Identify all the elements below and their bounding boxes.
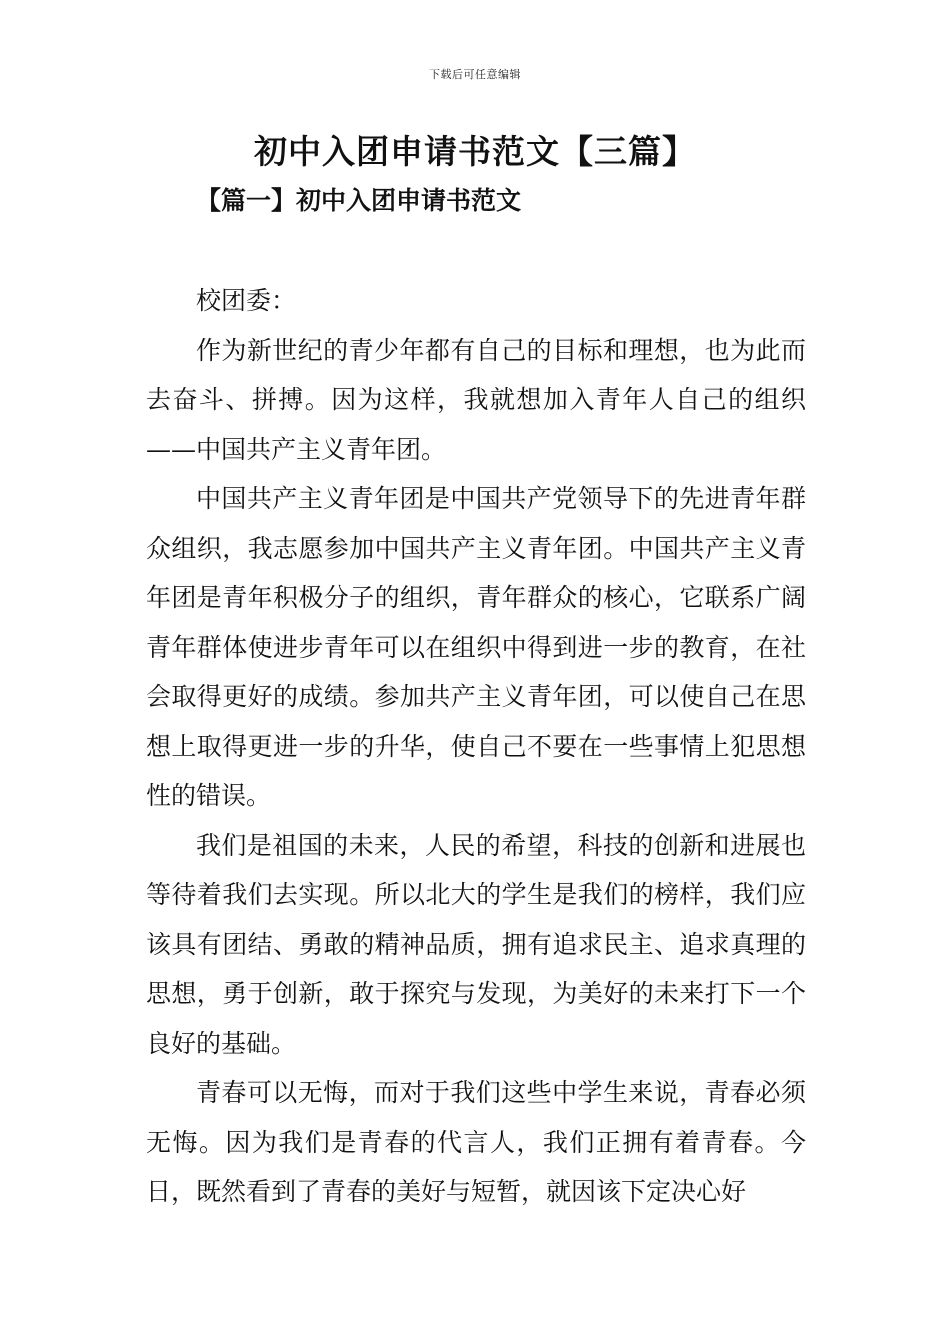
header-note: 下载后可任意编辑 xyxy=(429,68,521,81)
paragraph: 作为新世纪的青少年都有自己的目标和理想，也为此而去奋斗、拼搏。因为这样，我就想加入青年人自己的组织——中国共产主义青年团。 xyxy=(146,335,806,464)
salutation: 校团委： xyxy=(196,286,297,315)
section-heading: 【篇一】初中入团申请书范文 xyxy=(196,186,522,215)
paragraph: 我们是祖国的未来，人民的希望，科技的创新和进展也等待着我们去实现。所以北大的学生是我们的榜样，我们应该具有团结、勇敢的精神品质，拥有追求民主、追求真理的思想，勇于创新，敢于探究与发现，为美好的未来打下一个良好的基础。 xyxy=(146,830,806,1058)
paragraph: 青春可以无悔，而对于我们这些中学生来说，青春必须无悔。因为我们是青春的代言人，我们正拥有着青春。今日，既然看到了青春的美好与短暂，就因该下定决心好 xyxy=(146,1078,806,1206)
letter-body xyxy=(146,276,806,1217)
document-title: 初中入团申请书范文【三篇】 xyxy=(254,132,696,171)
paragraph: 中国共产主义青年团是中国共产党领导下的先进青年群众组织，我志愿参加中国共产主义青年团。中国共产主义青年团是青年积极分子的组织，青年群众的核心，它联系广阔青年群体使进步青年可以在组织中得到进一步的教育，在社会取得更好的成绩。参加共产主义青年团，可以使自己在思想上取得更进一步的升华，使自己不要在一些事情上犯思想性的错误。 xyxy=(146,484,806,810)
